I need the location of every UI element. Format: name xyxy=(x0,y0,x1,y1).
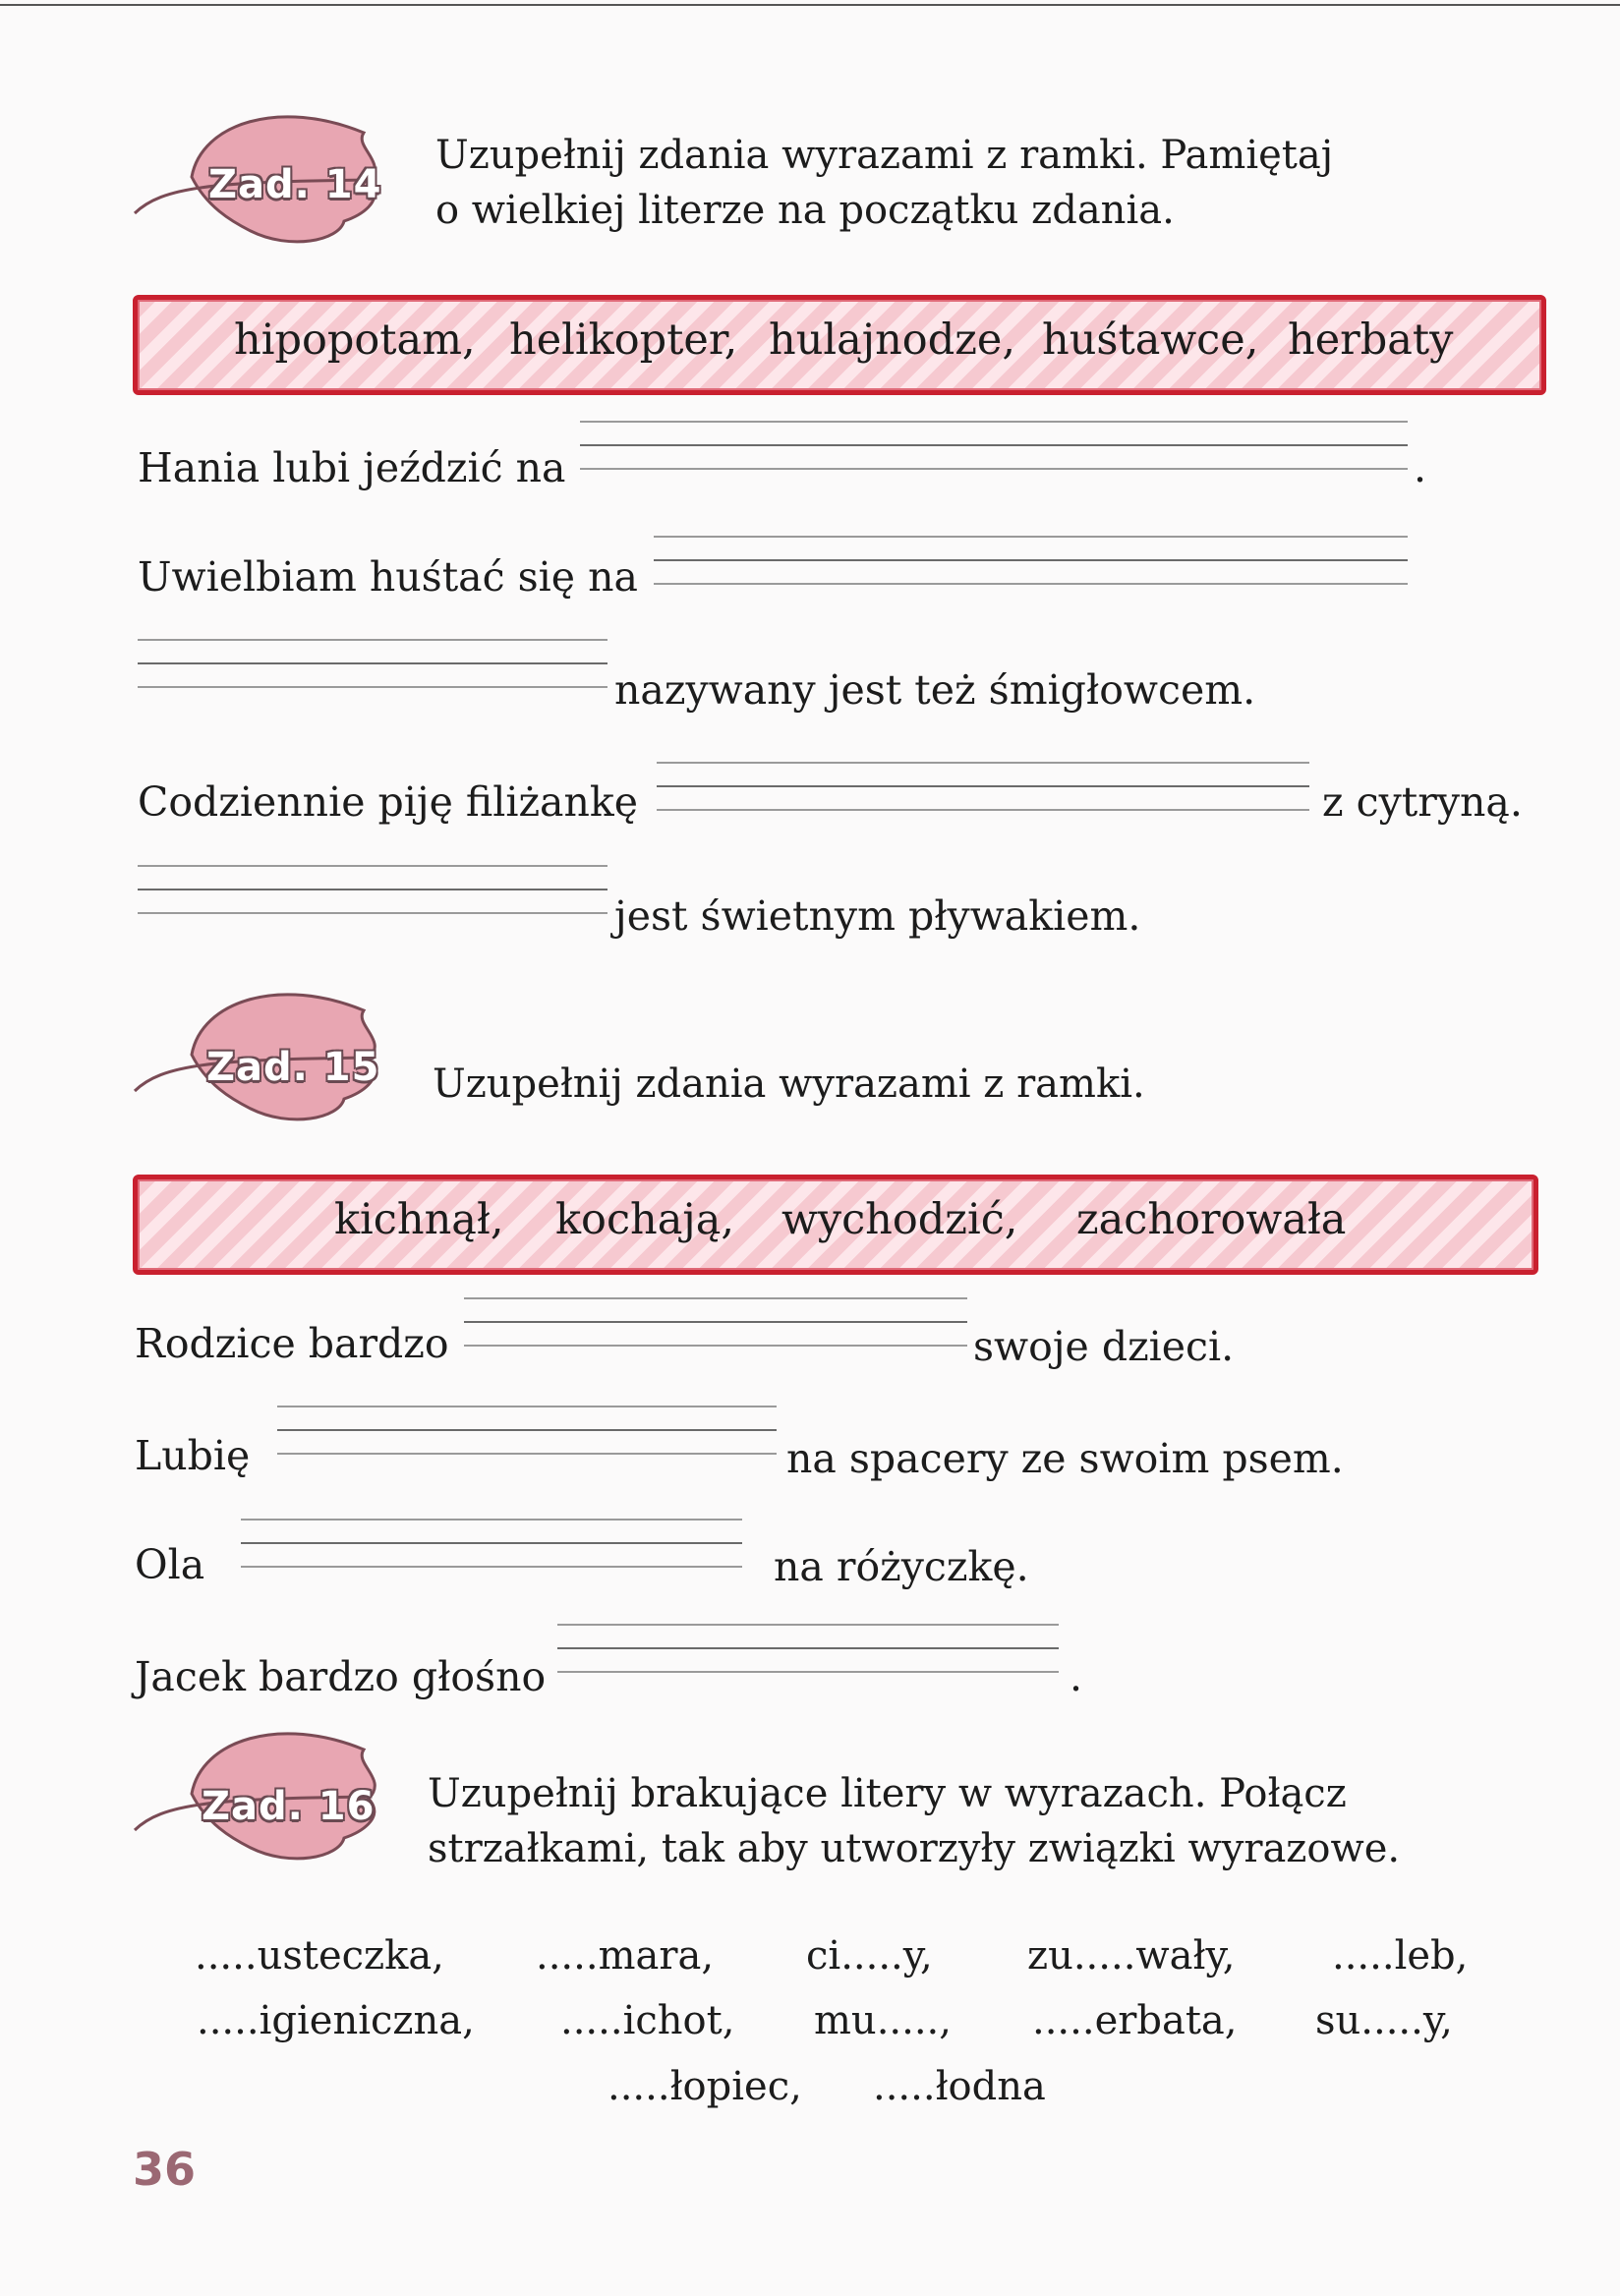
word-box xyxy=(133,295,1546,395)
instruction-line: Uzupełnij zdania wyrazami z ramki. Pamiętaj xyxy=(435,133,1334,178)
word-item: kochają, xyxy=(555,1195,734,1244)
task15-label: Zad. 15 xyxy=(206,1045,380,1090)
answer-lines[interactable] xyxy=(580,421,1408,491)
task14-label: Zad. 14 xyxy=(208,162,382,207)
instruction-line: strzałkami, tak aby utworzyły związki wyrazowe. xyxy=(428,1826,1401,1871)
fill-word[interactable]: .....ichot, xyxy=(560,1998,735,2043)
sentence-text: Uwielbiam huśtać się na xyxy=(138,553,638,601)
answer-lines[interactable] xyxy=(241,1519,742,1589)
fill-word[interactable]: .....leb, xyxy=(1332,1933,1469,1979)
fill-word[interactable]: .....łopiec, xyxy=(608,2064,802,2109)
fill-word[interactable]: .....łodna xyxy=(873,2064,1046,2109)
answer-lines[interactable] xyxy=(557,1624,1059,1694)
sentence-text: z cytryną. xyxy=(1322,778,1523,826)
word-item: zachorowała xyxy=(1076,1195,1347,1244)
word-item: hulajnodze, xyxy=(769,316,1015,365)
task16-label: Zad. 16 xyxy=(202,1784,376,1829)
answer-lines[interactable] xyxy=(657,762,1309,832)
task14-instruction xyxy=(435,128,1333,238)
sentence-text: Hania lubi jeździć na xyxy=(138,444,566,491)
top-edge-line xyxy=(0,4,1620,6)
sentence-text: Lubię xyxy=(135,1432,251,1479)
word-item: hipopotam, xyxy=(234,316,476,365)
answer-lines[interactable] xyxy=(138,639,608,710)
sentence-text: Codziennie piję filiżankę xyxy=(138,778,638,826)
sentence-text: nazywany jest też śmigłowcem. xyxy=(614,666,1256,714)
word-item: huśtawce, xyxy=(1042,316,1259,365)
fill-word[interactable]: .....erbata, xyxy=(1032,1998,1238,2043)
sentence-text: jest świetnym pływakiem. xyxy=(614,892,1141,940)
sentence-text: swoje dzieci. xyxy=(973,1323,1235,1370)
fill-word[interactable]: su.....y, xyxy=(1315,1998,1453,2043)
sentence-text: Ola xyxy=(135,1541,205,1588)
fill-word[interactable]: .....igieniczna, xyxy=(197,1998,475,2043)
fill-word[interactable]: .....mara, xyxy=(536,1933,715,1979)
sentence-text: Rodzice bardzo xyxy=(135,1320,449,1367)
word-item: herbaty xyxy=(1288,316,1454,365)
sentence-text: . xyxy=(1414,444,1427,491)
answer-lines[interactable] xyxy=(138,865,608,936)
fill-word[interactable]: zu.....wały, xyxy=(1027,1933,1236,1979)
fill-word[interactable]: ci.....y, xyxy=(806,1933,933,1979)
word-item: kichnął, xyxy=(334,1195,504,1244)
sentence-text: na spacery ze swoim psem. xyxy=(786,1435,1344,1482)
page-number: 36 xyxy=(133,2143,197,2196)
answer-lines[interactable] xyxy=(277,1406,777,1476)
instruction-line: o wielkiej literze na początku zdania. xyxy=(435,188,1175,233)
answer-lines[interactable] xyxy=(464,1297,967,1368)
fill-word[interactable]: .....usteczka, xyxy=(195,1933,444,1979)
fill-word[interactable]: mu....., xyxy=(814,1998,952,2043)
instruction-line: Uzupełnij brakujące litery w wyrazach. Połącz xyxy=(428,1771,1347,1816)
task15-instruction: Uzupełnij zdania wyrazami z ramki. xyxy=(433,1062,1145,1107)
task16-instruction xyxy=(428,1766,1400,1876)
sentence-text: . xyxy=(1070,1653,1083,1700)
sentence-text: Jacek bardzo głośno xyxy=(135,1653,547,1700)
word-box xyxy=(133,1175,1538,1275)
word-item: wychodzić, xyxy=(781,1195,1018,1244)
sentence-text: na różyczkę. xyxy=(774,1543,1029,1590)
answer-lines[interactable] xyxy=(654,536,1408,606)
word-item: helikopter, xyxy=(509,316,738,365)
